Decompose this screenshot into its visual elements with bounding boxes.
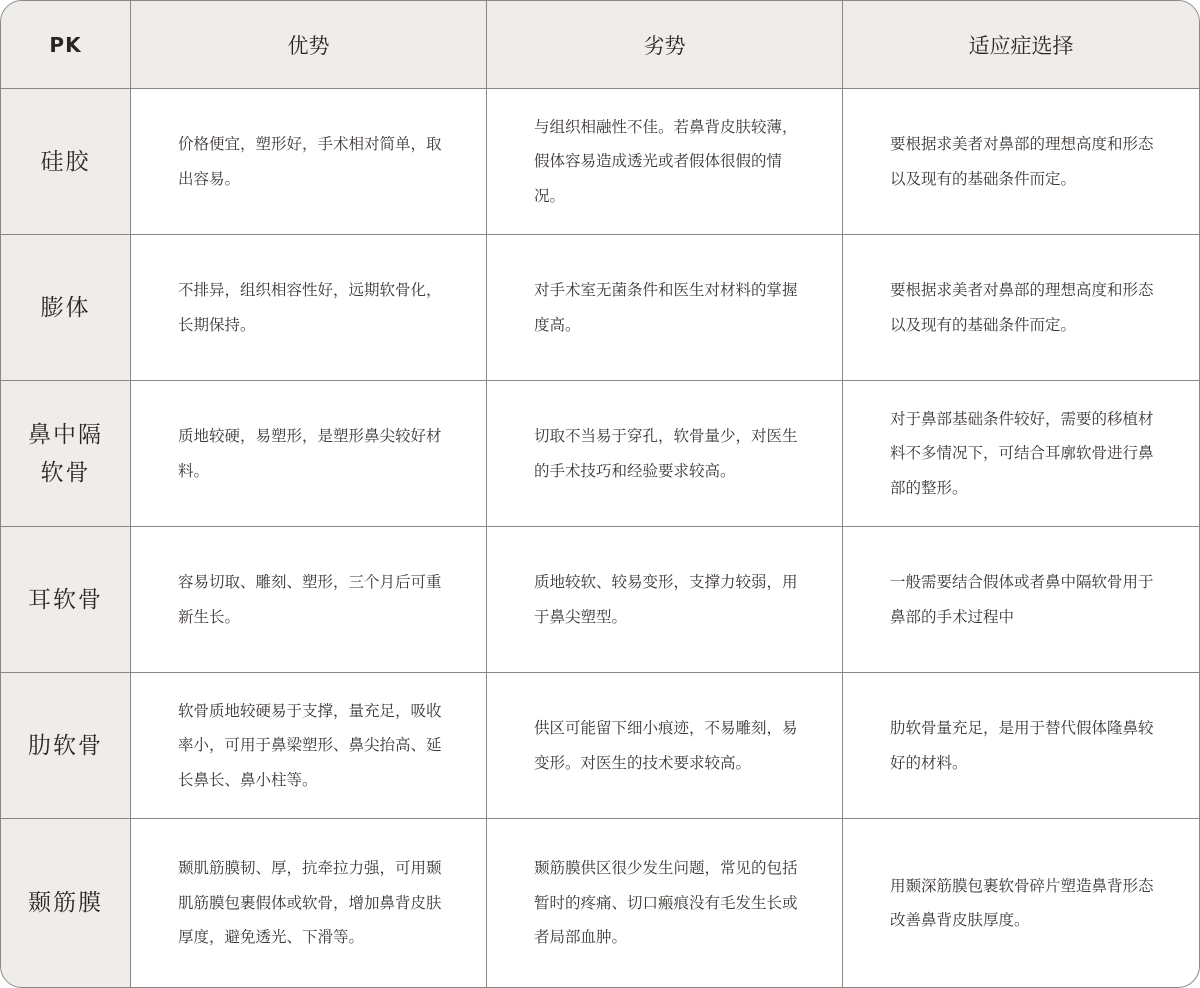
cell-disadvantages: 颞筋膜供区很少发生问题，常见的包括暂时的疼痛、切口瘢痕没有毛发生长或者局部血肿。: [487, 819, 843, 987]
cell-indications: 要根据求美者对鼻部的理想高度和形态以及现有的基础条件而定。: [843, 235, 1199, 381]
row-material-temporal-fascia: 颞筋膜: [1, 819, 131, 987]
cell-disadvantages: 质地较软、较易变形，支撑力较弱，用于鼻尖塑型。: [487, 527, 843, 673]
row-material-ear-cartilage: 耳软骨: [1, 527, 131, 673]
cell-disadvantages: 对手术室无菌条件和医生对材料的掌握度高。: [487, 235, 843, 381]
cell-advantages: 软骨质地较硬易于支撑，量充足，吸收率小，可用于鼻梁塑形、鼻尖抬高、延长鼻长、鼻小柱等。: [131, 673, 487, 819]
header-indications: 适应症选择: [843, 1, 1199, 89]
cell-indications: 肋软骨量充足，是用于替代假体隆鼻较好的材料。: [843, 673, 1199, 819]
row-material-eptfe: 膨体: [1, 235, 131, 381]
row-material-septal-cartilage: 鼻中隔软骨: [1, 381, 131, 527]
cell-indications: 要根据求美者对鼻部的理想高度和形态以及现有的基础条件而定。: [843, 89, 1199, 235]
row-material-rib-cartilage: 肋软骨: [1, 673, 131, 819]
cell-advantages: 价格便宜，塑形好，手术相对简单，取出容易。: [131, 89, 487, 235]
row-material-silicone: 硅胶: [1, 89, 131, 235]
header-advantages: 优势: [131, 1, 487, 89]
cell-indications: 一般需要结合假体或者鼻中隔软骨用于鼻部的手术过程中: [843, 527, 1199, 673]
cell-disadvantages: 供区可能留下细小痕迹，不易雕刻，易变形。对医生的技术要求较高。: [487, 673, 843, 819]
header-disadvantages: 劣势: [487, 1, 843, 89]
cell-advantages: 颞肌筋膜韧、厚，抗牵拉力强，可用颞肌筋膜包裹假体或软骨，增加鼻背皮肤厚度，避免透光、下滑等。: [131, 819, 487, 987]
header-pk: PK: [1, 1, 131, 89]
cell-advantages: 容易切取、雕刻、塑形，三个月后可重新生长。: [131, 527, 487, 673]
cell-advantages: 质地较硬，易塑形，是塑形鼻尖较好材料。: [131, 381, 487, 527]
cell-indications: 对于鼻部基础条件较好，需要的移植材料不多情况下，可结合耳廓软骨进行鼻部的整形。: [843, 381, 1199, 527]
cell-disadvantages: 与组织相融性不佳。若鼻背皮肤较薄，假体容易造成透光或者假体很假的情况。: [487, 89, 843, 235]
cell-indications: 用颞深筋膜包裹软骨碎片塑造鼻背形态改善鼻背皮肤厚度。: [890, 876, 1154, 929]
cell-advantages: 不排异，组织相容性好，远期软骨化，长期保持。: [131, 235, 487, 381]
cell-disadvantages: 切取不当易于穿孔，软骨量少，对医生的手术技巧和经验要求较高。: [487, 381, 843, 527]
